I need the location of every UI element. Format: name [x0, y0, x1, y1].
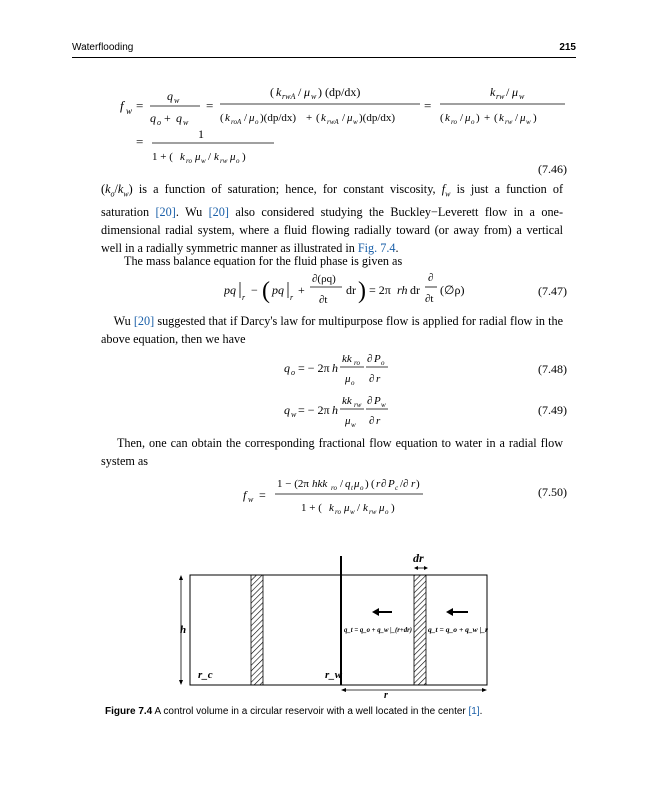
svg-text:(dp/dx): (dp/dx)	[325, 85, 361, 99]
svg-text:w: w	[350, 508, 355, 516]
svg-text:∂: ∂	[428, 272, 434, 284]
figure-7-4	[170, 548, 500, 703]
svg-text:+: +	[484, 112, 491, 124]
svg-text:(∅ρ): (∅ρ)	[440, 283, 464, 297]
svg-text:k: k	[276, 85, 282, 99]
svg-text:q: q	[345, 478, 351, 490]
svg-text:= − 2π: = − 2π	[298, 403, 330, 417]
h-arrow-head-top	[179, 575, 183, 580]
caption-label: Figure 7.4	[105, 706, 153, 717]
equation-7-47	[224, 268, 464, 318]
svg-text:rwA: rwA	[327, 118, 339, 126]
svg-text:∂t: ∂t	[425, 293, 434, 305]
svg-text:μ: μ	[344, 502, 350, 514]
svg-text:μ: μ	[512, 85, 519, 99]
svg-text:): )	[476, 112, 480, 124]
svg-text:o: o	[381, 359, 385, 367]
svg-text:kk: kk	[342, 353, 352, 365]
svg-text:k: k	[490, 85, 496, 99]
svg-text:f: f	[243, 488, 247, 502]
running-header: Waterflooding	[72, 42, 134, 53]
svg-text:rw: rw	[220, 157, 228, 165]
svg-text:(: (	[220, 112, 224, 124]
svg-text:=: =	[206, 98, 214, 113]
svg-text:−: −	[251, 283, 258, 297]
svg-text:μ: μ	[379, 502, 385, 514]
svg-text:1: 1	[198, 127, 204, 141]
svg-text:q: q	[284, 403, 290, 417]
svg-text:w: w	[183, 118, 189, 127]
svg-text:w: w	[311, 92, 317, 101]
svg-text:r: r	[376, 415, 381, 427]
svg-text:rwA: rwA	[282, 92, 296, 101]
equation-number-7-50: (7.50)	[538, 485, 567, 499]
h-label: h	[180, 624, 187, 636]
svg-text:k: k	[321, 112, 326, 124]
svg-text:+: +	[306, 112, 313, 124]
flow-arrow-inner-head	[372, 608, 379, 616]
svg-text:(: (	[262, 278, 270, 304]
svg-text:w: w	[351, 421, 356, 429]
svg-text:=: =	[136, 98, 144, 113]
h-arrow-head-bottom	[179, 680, 183, 685]
paragraph-darcy: Wu [20] suggested that if Darcy's law for multipurpose flow is applied for radial flow in the above equation, then we have	[101, 314, 564, 346]
svg-text:μ: μ	[354, 478, 360, 490]
svg-text:μ: μ	[465, 112, 471, 124]
svg-text:w: w	[526, 118, 531, 126]
svg-text:rw: rw	[354, 401, 362, 409]
svg-text:1 + (: 1 + (	[152, 151, 173, 163]
svg-text:w: w	[201, 157, 206, 165]
svg-text:kk: kk	[342, 395, 352, 407]
svg-text:o: o	[255, 118, 259, 126]
equation-number-7-46: (7.46)	[538, 162, 567, 176]
svg-text:μ: μ	[230, 151, 236, 163]
svg-text:= 2π: = 2π	[369, 283, 391, 297]
svg-text:(: (	[270, 85, 274, 99]
svg-text:h: h	[332, 403, 338, 417]
equation-number-7-47: (7.47)	[538, 284, 567, 298]
svg-text:P: P	[374, 353, 381, 365]
svg-text:q: q	[167, 89, 173, 103]
svg-text:(: (	[316, 112, 320, 124]
caption-text: A control volume in a circular reservoir with a well located in the center	[154, 706, 466, 717]
rc-label: r_c	[198, 669, 213, 681]
svg-text:(: (	[494, 112, 498, 124]
svg-text:roA: roA	[231, 118, 242, 126]
svg-text:/: /	[342, 112, 346, 124]
svg-text:w: w	[248, 495, 254, 504]
svg-text:/: /	[208, 151, 212, 163]
svg-text:w: w	[174, 96, 180, 105]
svg-text:r: r	[376, 478, 381, 490]
svg-text:1 − (2π: 1 − (2π	[277, 478, 309, 490]
svg-text:): )	[391, 502, 395, 514]
svg-text:/∂: /∂	[400, 478, 409, 490]
svg-text:k: k	[363, 502, 368, 514]
svg-text:(: (	[371, 478, 375, 490]
svg-text:k: k	[225, 112, 230, 124]
svg-text:o: o	[351, 379, 355, 387]
dr-label: dr	[413, 551, 424, 565]
svg-text:): )	[533, 112, 537, 124]
equation-7-46-line-2	[136, 124, 286, 172]
svg-text:o: o	[236, 157, 240, 165]
svg-text:rw: rw	[496, 92, 505, 101]
svg-text:dr: dr	[346, 283, 356, 297]
svg-text:ro: ro	[451, 118, 457, 126]
svg-text:/: /	[357, 502, 361, 514]
svg-text:): )	[358, 278, 366, 304]
svg-text:ro: ro	[331, 484, 337, 492]
svg-text:w: w	[291, 410, 297, 419]
svg-text:w: w	[519, 92, 525, 101]
svg-text:r: r	[290, 293, 294, 302]
fw-symbol: $f_w$	[441, 182, 451, 199]
svg-text:∂: ∂	[367, 353, 373, 365]
svg-text:+: +	[298, 283, 305, 297]
svg-text:): )	[365, 478, 369, 490]
svg-text:/: /	[460, 112, 464, 124]
svg-text:/: /	[506, 85, 510, 99]
svg-text:μ: μ	[520, 112, 526, 124]
citation-20[interactable]: [20]	[155, 205, 176, 220]
header-rule	[72, 57, 576, 58]
svg-text:r: r	[242, 293, 246, 302]
svg-text:1 + (: 1 + (	[301, 502, 322, 514]
svg-text:k: k	[499, 112, 504, 124]
svg-text:rw: rw	[369, 508, 377, 516]
svg-text:ro: ro	[335, 508, 341, 516]
page-number: 215	[559, 42, 576, 53]
svg-text:o: o	[360, 484, 364, 492]
svg-text:q: q	[176, 111, 182, 125]
svg-text:rw: rw	[505, 118, 513, 126]
svg-text:o: o	[471, 118, 475, 126]
svg-text:k: k	[445, 112, 450, 124]
equation-number-7-49: (7.49)	[538, 403, 567, 417]
svg-text:∂(ρq): ∂(ρq)	[312, 273, 336, 285]
svg-text:): )	[318, 85, 322, 99]
svg-text:k: k	[329, 502, 334, 514]
r-arrow-head-left	[341, 688, 346, 692]
figure-caption: Figure 7.4 A control volume in a circular reservoir with a well located in the center [1].	[105, 706, 483, 717]
rw-label: r_w	[325, 669, 343, 681]
hatched-wall-left	[251, 575, 263, 685]
svg-text:μ: μ	[347, 112, 353, 124]
citation-20[interactable]: [20]	[133, 314, 155, 328]
svg-text:): )	[242, 151, 246, 163]
flow-label-inner: q_t = q_o + q_w |_(r+dr)	[344, 625, 413, 634]
svg-text:rh: rh	[397, 283, 408, 297]
r-label: r	[384, 690, 388, 698]
dr-arrow-head-right	[424, 566, 428, 570]
svg-text:μ: μ	[345, 415, 351, 427]
svg-text:pq: pq	[224, 283, 236, 297]
svg-text:μ: μ	[195, 151, 201, 163]
svg-text:P: P	[374, 395, 381, 407]
hatched-wall-right	[414, 575, 426, 685]
svg-text:∂: ∂	[381, 478, 387, 490]
caption-citation[interactable]: [1]	[468, 706, 480, 717]
svg-text:o: o	[385, 508, 389, 516]
flow-label-outer: q_t = q_o + q_w |_r	[428, 625, 489, 634]
svg-text:h: h	[332, 361, 338, 375]
svg-text:= − 2π: = − 2π	[298, 361, 330, 375]
svg-text:ro: ro	[186, 157, 192, 165]
svg-text:=: =	[424, 98, 432, 113]
equation-7-50	[243, 472, 443, 524]
svg-text:r: r	[411, 478, 416, 490]
svg-text:(: (	[440, 112, 444, 124]
svg-text:ro: ro	[354, 359, 360, 367]
svg-text:)(dp/dx): )(dp/dx)	[359, 112, 396, 124]
ratio-kro-krw: $(k_o/k_w)$	[101, 182, 133, 199]
svg-text:k: k	[180, 151, 185, 163]
svg-text:∂: ∂	[369, 415, 375, 427]
svg-text:c: c	[395, 484, 399, 492]
svg-text:+: +	[164, 111, 171, 125]
svg-text:f: f	[120, 98, 124, 113]
svg-text:w: w	[353, 118, 358, 126]
svg-text:hkk: hkk	[312, 478, 328, 490]
svg-text:=: =	[136, 134, 144, 149]
paragraph-fractional-flow: Then, one can obtain the corresponding fractional flow equation to water in a radial flow system as	[101, 436, 564, 468]
equation-7-48	[284, 348, 394, 394]
equation-number-7-48: (7.48)	[538, 362, 567, 376]
control-volume-diagram	[170, 548, 500, 698]
svg-text:w: w	[126, 106, 133, 116]
svg-text:∂: ∂	[367, 395, 373, 407]
svg-text:/: /	[244, 112, 248, 124]
flow-arrow-outer-head	[446, 608, 453, 616]
svg-text:pq: pq	[272, 283, 284, 297]
citation-20[interactable]: [20]	[208, 205, 229, 220]
svg-text:k: k	[214, 151, 219, 163]
svg-text:/: /	[340, 478, 344, 490]
figure-link-7-4[interactable]: Fig. 7.4	[357, 241, 396, 256]
svg-text:dr: dr	[410, 283, 420, 297]
svg-text:t: t	[351, 484, 353, 492]
paragraph-mass-balance: The mass balance equation for the fluid phase is given as	[124, 254, 403, 268]
svg-text:o: o	[157, 118, 161, 127]
svg-text:∂t: ∂t	[319, 294, 328, 306]
svg-text:o: o	[291, 368, 295, 377]
paragraph-saturation: $(k_o/k_w)$ is a function of saturation; hence, for constant viscosity, $f_w$ is just a function of saturation [20]. Wu [20] also considered studying the Buckley−Leverett flow in a one-dimensional radial system, where a fluid flowing radially toward (or away from) a vertical well in a radially symmetric manner as illustrated in Fig. 7.4.	[101, 182, 564, 256]
svg-text:w: w	[381, 401, 386, 409]
svg-text:P: P	[388, 478, 395, 490]
svg-text:): )	[416, 478, 420, 490]
svg-text:μ: μ	[345, 373, 351, 385]
svg-text:∂: ∂	[369, 373, 375, 385]
svg-text:q: q	[284, 361, 290, 375]
dr-arrow-head-left	[414, 566, 418, 570]
svg-text:q: q	[150, 111, 156, 125]
svg-text:=: =	[259, 488, 266, 502]
svg-text:/: /	[515, 112, 519, 124]
svg-text:μ: μ	[304, 85, 311, 99]
svg-text:r: r	[376, 373, 381, 385]
svg-text:/: /	[298, 85, 302, 99]
svg-text:μ: μ	[249, 112, 255, 124]
svg-text:)(dp/dx): )(dp/dx)	[260, 112, 297, 124]
equation-7-49	[284, 390, 394, 436]
r-arrow-head-right	[482, 688, 487, 692]
